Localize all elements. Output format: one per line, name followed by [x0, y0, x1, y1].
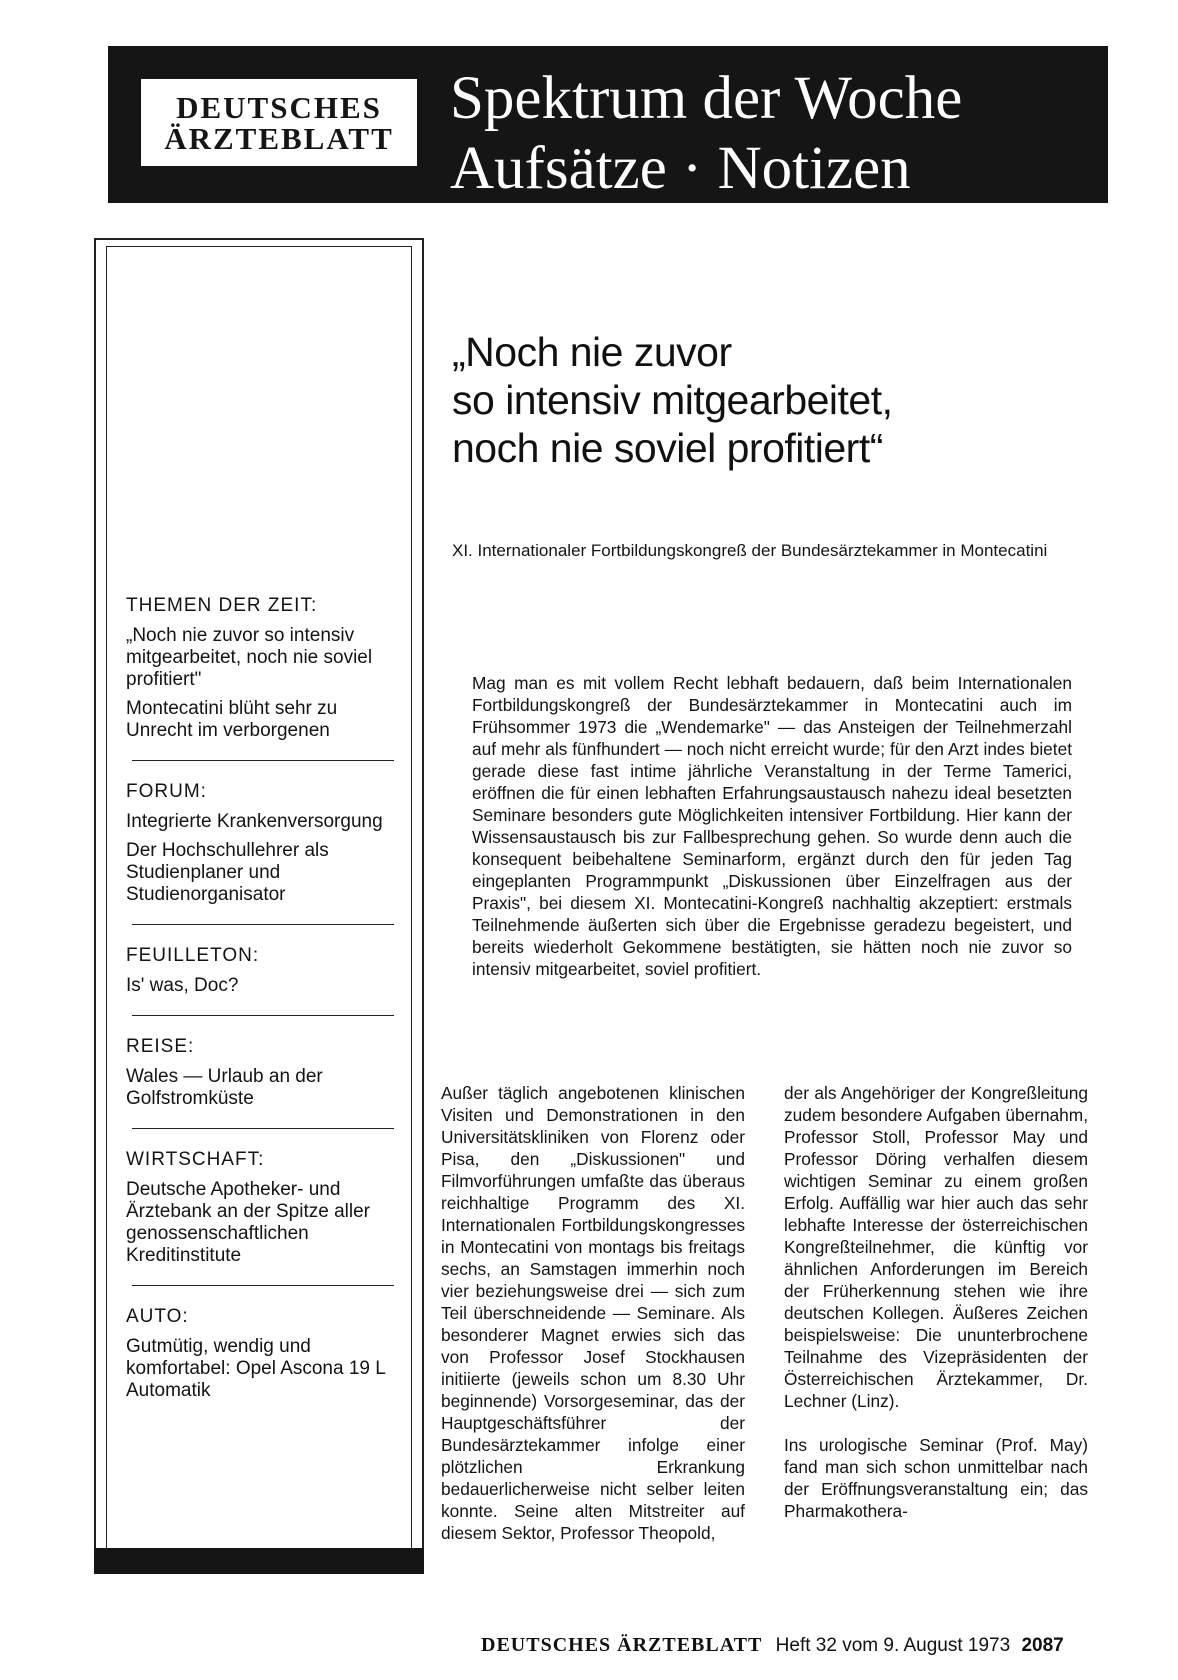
headline-line2: so intensiv mitgearbeitet,: [452, 377, 893, 423]
toc-item[interactable]: „Noch nie zuvor so intensiv mitgearbeitet, noch nie soviel profitiert": [126, 625, 373, 690]
toc-item[interactable]: Integrierte Krankenversorgung: [126, 811, 383, 832]
article-lead: Mag man es mit vollem Recht lebhaft bedauern, daß beim Internationalen Fortbildungskongreß der Bundesärztekammer in Montecatini auch im Frühsommer 1973 die „Wendemarke" — das Ansteigen der Teilnehmerzahl auf mehr als fünfhundert — noch nicht erreicht wurde; für den Arzt indes bietet gerade diese fast intime jährliche Veranstaltung in der Terme Tamerici, eröffnen die für einen lebhaften Erfahrungsaustausch nahezu ideal besetzten Seminare besonders gute Möglichkeiten intensiver Fortbildung. Hier kann der Wissensaustausch bis zur Fallbesprechung gehen. So wurde denn auch die konsequent beibehaltene Seminarform, ergänzt durch den für jeden Tag eingeplanten Programmpunkt „Diskussionen über Einzelfragen aus der Praxis", bei diesem XI. Montecatini-Kongreß nachhaltig akzeptiert: erstmals Teilnehmende äußerten sich über die Ergebnisse geradezu begeistert, und bereits wiederholt Gekommene bestätigten, sie hätten noch nie zuvor so intensiv mitgearbeitet, soviel profitiert.: [472, 673, 1072, 979]
page-footer: [481, 1634, 1064, 1657]
toc-section-reise: [126, 1036, 396, 1110]
section-title: [450, 64, 962, 204]
article-column-right: [784, 1082, 1088, 1544]
article-headline: [452, 328, 893, 472]
paragraph: der als Angehöriger der Kongreßleitung zudem besondere Aufgaben übernahm, Professor Stoll, Professor May und Professor Döring verhalfen diesem wichtigen Seminar zu einem großen Erfolg. Auffällig war hier auch das sehr lebhafte Interesse der österreichischen Kongreßteilnehmer, die künftig vor ähnlichen Anforderungen im Bereich der Früherkennung stehen wie ihre deutschen Kollegen. Äußeres Zeichen beispielsweise: Die ununterbrochene Teilnahme des Vizepräsidenten der Österreichischen Ärztekammer, Dr. Lechner (Linz).: [784, 1083, 1088, 1411]
toc-item[interactable]: Is' was, Doc?: [126, 975, 239, 996]
toc-section-wirtschaft: [126, 1149, 396, 1267]
toc-item[interactable]: Der Hochschullehrer als Studienplaner und Studienorganisator: [126, 840, 329, 905]
toc-item[interactable]: Deutsche Apotheker- und Ärztebank an der Spitze aller genossenschaftlichen Kreditinstitute: [126, 1179, 370, 1266]
footer-journal-name: DEUTSCHES ÄRZTEBLATT: [481, 1634, 763, 1656]
toc-item[interactable]: Gutmütig, wendig und komfortabel: Opel Ascona 19 L Automatik: [126, 1336, 386, 1401]
page-number: 2087: [1021, 1635, 1064, 1656]
toc-section-themen: [126, 595, 396, 742]
toc-section-feuilleton: [126, 945, 396, 997]
section-title-line2: Aufsätze · Notizen: [450, 135, 911, 202]
toc-divider: [132, 1285, 394, 1286]
article-subtitle: XI. Internationaler Fortbildungskongreß der Bundesärztekammer in Montecatini: [452, 541, 1048, 560]
journal-logo: [138, 76, 420, 169]
paragraph: Außer täglich angebotenen klinischen Visiten und Demonstrationen in den Universitätskliniken von Florenz oder Pisa, den „Diskussionen" und Filmvorführungen umfaßte das überaus reichhaltige Programm des XI. Internationalen Fortbildungskongresses in Montecatini von montags bis freitags sechs, an Samstagen immerhin noch vier beziehungsweise drei — sich zum Teil überschneidende — Seminare. Als besonderer Magnet erwies sich das von Professor Josef Stockhausen initiierte (jeweils schon um 8.30 Uhr beginnende) Vorsorgeseminar, das der Hauptgeschäftsführer der Bundesärztekammer infolge einer plötzlichen Erkrankung bedauerlicherweise nicht selber leiten konnte. Seine alten Mitstreiter auf diesem Sektor, Professor Theopold,: [441, 1083, 745, 1543]
section-title-line1: Spektrum der Woche: [450, 65, 963, 132]
toc-heading: REISE:: [126, 1036, 195, 1057]
toc-divider: [132, 924, 394, 925]
toc-section-auto: [126, 1306, 396, 1402]
toc-divider: [132, 1015, 394, 1016]
toc-section-forum: [126, 781, 396, 906]
headline-line1: „Noch nie zuvor: [452, 329, 732, 375]
article-column-left: [441, 1082, 745, 1566]
paragraph: Ins urologische Seminar (Prof. May) fand man sich schon unmittelbar nach der Eröffnungsveranstaltung ein; das Pharmakothera-: [784, 1435, 1088, 1521]
headline-line3: noch nie soviel profitiert“: [452, 425, 883, 471]
table-of-contents: [126, 595, 396, 1416]
toc-item[interactable]: Montecatini blüht sehr zu Unrecht im verborgenen: [126, 698, 338, 741]
toc-heading: AUTO:: [126, 1306, 189, 1327]
toc-heading: FEUILLETON:: [126, 945, 260, 966]
toc-heading: FORUM:: [126, 781, 207, 802]
journal-logo-line2: ÄRZTEBLATT: [164, 120, 394, 156]
toc-divider: [132, 760, 394, 761]
sidebar-box: [94, 238, 424, 1574]
toc-heading: WIRTSCHAFT:: [126, 1149, 265, 1170]
footer-issue: Heft 32 vom 9. August 1973: [775, 1635, 1011, 1656]
masthead: [108, 46, 1108, 203]
toc-divider: [132, 1128, 394, 1129]
journal-logo-line1: DEUTSCHES: [176, 89, 382, 125]
sidebar-bottom-bar: [94, 1548, 424, 1574]
toc-item[interactable]: Wales — Urlaub an der Golfstromküste: [126, 1066, 323, 1109]
toc-heading: THEMEN DER ZEIT:: [126, 595, 318, 616]
